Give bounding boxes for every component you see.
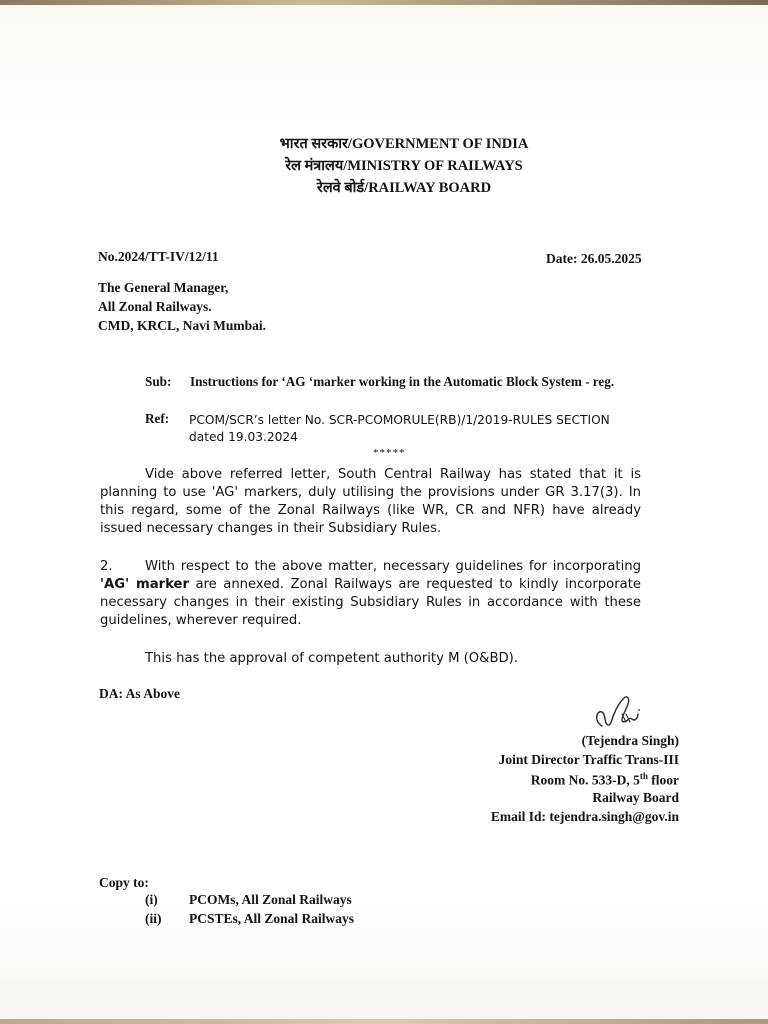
ref-label: Ref: bbox=[145, 411, 170, 426]
ref-line-1: PCOM/SCR’s letter No. SCR-PCOMORULE(RB)/1/2019-RULES SECTION bbox=[189, 413, 610, 427]
paragraph-2 bbox=[100, 558, 641, 630]
copy-to-item-2-number: (ii) bbox=[145, 911, 162, 926]
letter-date: Date: 26.05.2025 bbox=[546, 251, 642, 266]
addressee-line-1: The General Manager, bbox=[98, 280, 229, 295]
signature-mark bbox=[592, 692, 644, 734]
paragraph-2-text-a: With respect to the above matter, necessary guidelines for incorporating bbox=[145, 559, 641, 574]
enclosure-line: DA: As Above bbox=[99, 686, 181, 701]
approval-line: This has the approval of competent authority M (O&BD). bbox=[145, 651, 519, 666]
subject-text: Instructions for ‘AG ‘marker working in the Automatic Block System - reg. bbox=[190, 374, 615, 389]
signatory-designation: Joint Director Traffic Trans-III bbox=[498, 752, 679, 767]
signatory-room bbox=[531, 771, 679, 789]
paragraph-2-text-bold: 'AG' marker bbox=[100, 577, 189, 592]
ref-line-2: dated 19.03.2024 bbox=[189, 430, 298, 444]
signatory-name: (Tejendra Singh) bbox=[581, 733, 679, 748]
ref-separator: ***** bbox=[373, 447, 406, 459]
header-board: रेलवे बोर्ड/RAILWAY BOARD bbox=[316, 180, 492, 196]
signatory-room-floor: floor bbox=[647, 772, 679, 788]
copy-to-item-2-text: PCSTEs, All Zonal Railways bbox=[189, 911, 355, 926]
signatory-email: Email Id: tejendra.singh@gov.in bbox=[490, 809, 679, 824]
addressee-line-3: CMD, KRCL, Navi Mumbai. bbox=[98, 318, 266, 333]
header-ministry: रेल मंत्रालय/MINISTRY OF RAILWAYS bbox=[285, 158, 523, 174]
subject-label: Sub: bbox=[145, 374, 172, 389]
paragraph-1 bbox=[100, 466, 641, 538]
signatory-room-sup: th bbox=[639, 771, 648, 781]
letter-number: No.2024/TT-IV/12/11 bbox=[98, 249, 219, 264]
page-bottom-edge bbox=[0, 1019, 768, 1024]
copy-to-item-1-text: PCOMs, All Zonal Railways bbox=[189, 892, 352, 907]
header-government: भारत सरकार/GOVERNMENT OF INDIA bbox=[279, 136, 529, 152]
copy-to-label: Copy to: bbox=[99, 875, 149, 890]
paragraph-2-text-c: are annexed. Zonal Railways are requested to kindly incorporate necessary changes in their existing Subsidiary Rules in accordance with these guidelines, wherever required. bbox=[100, 577, 641, 628]
signatory-room-text: Room No. 533-D, 5 bbox=[530, 772, 640, 788]
signatory-office: Railway Board bbox=[592, 790, 679, 805]
copy-to-item-1-number: (i) bbox=[145, 892, 158, 907]
paragraph-2-number: 2. bbox=[100, 559, 113, 574]
page-top-edge bbox=[0, 0, 768, 5]
addressee-line-2: All Zonal Railways. bbox=[98, 299, 212, 314]
paragraph-1-text: Vide above referred letter, South Central Railway has stated that it is planning to use 'AG' markers, duly utilising the provisions under GR 3.17(3). In this regard, some of the Zonal Railways (like WR, CR and NFR) have already issued necessary changes in their Subsidiary Rules. bbox=[100, 467, 641, 536]
